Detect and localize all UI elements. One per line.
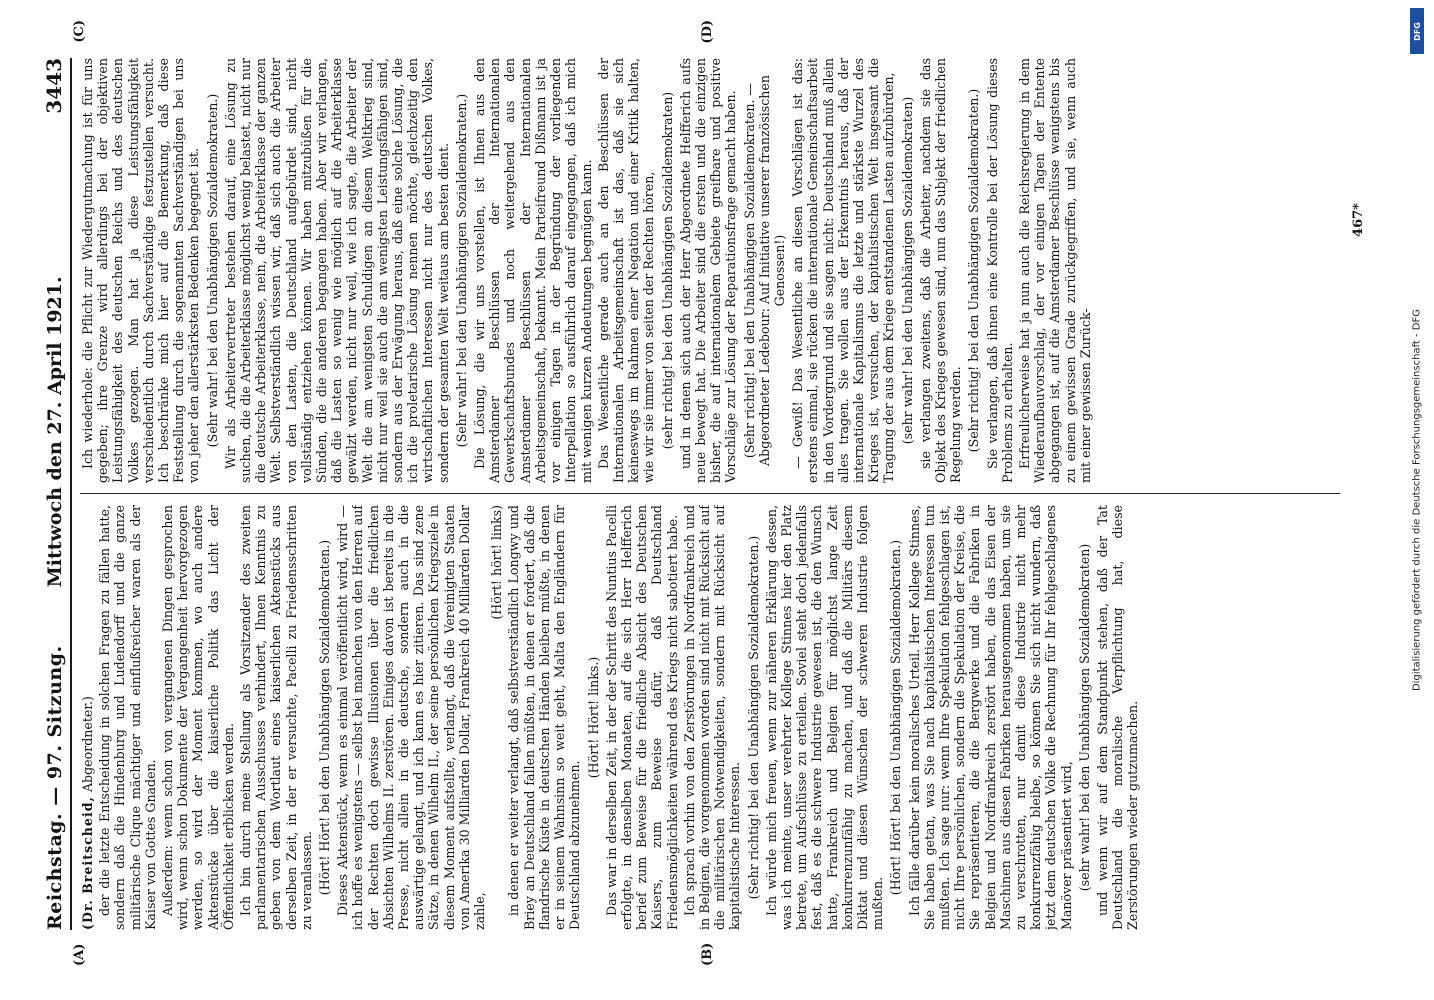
interjection: (Sehr richtig! bei den Unabhängigen Sozialdemokraten. — Abgeordneter Ledebour: Auf Initiative unserer französischen Genossen!)	[741, 75, 787, 466]
margin-marker-a: (A)	[72, 943, 87, 966]
header-session: Reichstag. — 97. Sitzung.	[44, 645, 66, 930]
paragraph: Ich wiederhole: die Pflicht zur Wiedergutmachung ist für uns gegeben; ihre Grenze wird allerdings bei der objektiven Leistungsfähigkeit des deutschen Reichs und des deutschen Volkes gezogen. Man hat ja diese Leistungsfähigkeit verschiedentlich durch Sachverständige festzustellen versucht. Ich beschränke mich hier auf die Bemerkung, daß diese Feststellung durch die sogenannten Sachverständigen bei uns von jeher den allerstärksten Bedenken begegnet ist.	[80, 58, 202, 483]
interjection: (Sehr wahr! bei den Unabhängigen Sozialdemokraten.)	[204, 93, 220, 448]
paragraph: Ich bin durch meine Stellung als Vorsitzender des zweiten parlamentarischen Ausschusses verhindert, Ihnen Kenntnis zu geben von dem Wortlaut eines kaiserlichen Aktenstücks aus derselben Zeit, in der er versuchte, Pacelli zu Friedensschritten zu veranlassen.	[238, 505, 314, 930]
paragraph: Erfreulicherweise hat ja nun auch die Reichsregierung in dem Wiederaufbauvorschlag, der vor einigen Tagen der Entente abgegangen ist, auf die Amsterdamer Beschlüsse wenigstens bis zu einem gewissen Grade zurückgegriffen, und sie, wenn auch mit einer gewissen Zurück-	[1016, 58, 1093, 483]
paragraph: Außerdem: wenn schon von vergangenen Dingen gesprochen wird, wenn schon Dokumente der Vergangenheit hervorgezogen werden, so wird der Moment kommen, wo auch andere Aktenstücke über die kaiserliche Politik das Licht der Öffentlichkeit erblicken werden.	[160, 505, 236, 930]
page-number: 3443	[42, 58, 66, 114]
paragraph: in denen er weiter verlangt, daß selbstverständlich Longwy und Briey an Deutschland fallen müßten, in denen er fordert, daß die flandrische Küste in deutschen Händen bleiben müßte, in denen er in seinem Wahnsinn so weit geht, Malta den Engländern für Deutschland abzunehmen.	[506, 505, 583, 930]
paragraph: der die letzte Entscheidung in solchen Fragen zu fällen hatte, sondern daß die Hindenburg und Ludendorff und die ganze militärische Clique mächtiger und einflußreicher waren als der Kaiser von Gottes Gnaden.	[97, 505, 158, 930]
interjection: (Hört! Hört! links.)	[585, 656, 601, 779]
paragraph: und in denen sich auch der Herr Abgeordnete Helfferich aufs neue bewegt hat. Die Arbeiter sind die ersten und die einzigen bisher, die auf internationalem Gebiete greifbare und positive Vorschläge zur Lösung der Reparationsfrage gemacht haben.	[677, 58, 739, 483]
page-footer-number: 467*	[1351, 203, 1366, 237]
margin-marker-b: (B)	[700, 942, 715, 966]
column-divider	[80, 493, 1340, 494]
paragraph: Das war in derselben Zeit, in der der Schritt des Nuntius Pacelli erfolgte, in denselben Monaten, auf die sich Herr Helfferich berief zum Beweise für die friedliche Absicht des Deutschen Kaisers, zum Beweise dafür, daß Deutschland Friedensmöglichkeiten während des Kriegs nicht sabotiert habe.	[603, 505, 680, 930]
interjection: (Sehr richtig! bei den Unabhängigen Sozialdemokraten.)	[966, 88, 982, 453]
interjection: (Sehr richtig! bei den Unabhängigen Sozialdemokraten.)	[745, 535, 761, 900]
paragraph: Sie verlangen, daß ihnen eine Kontrolle bei der Lösung dieses Problems zu erhalten.	[984, 58, 1015, 483]
credit-text: Digitalisierung gefördert durch die Deutsche Forschungsgemeinschaft - DFG	[1411, 309, 1423, 692]
interjection: (sehr wahr! bei den Unabhängigen Sozialdemokraten)	[899, 96, 915, 445]
right-column	[80, 58, 1340, 483]
speaker-intro	[80, 505, 95, 930]
interjection: (Sehr wahr! bei den Unabhängigen Sozialdemokraten.)	[453, 93, 469, 448]
page-header	[36, 58, 72, 930]
interjection: (sehr richtig! bei den Unabhängigen Sozialdemokraten)	[659, 91, 675, 450]
paragraph: Das Wesentliche gerade auch an den Beschlüssen der Internationalen Arbeitsgemeinschaft ist das, daß sie sich keineswegs im Rahmen einer Negation und einer Kritik halten, wie wir sie immer von seiten der Rechten hören,	[595, 58, 657, 483]
header-date: Mittwoch den 27. April 1921.	[44, 276, 66, 588]
digitization-credit	[1402, 0, 1432, 1000]
paragraph: Die Lösung, die wir uns vorstellen, ist Ihnen aus den Amsterdamer Beschlüssen der Internationalen Gewerkschaftsbundes und noch weitergehend aus den Amsterdamer Beschlüssen der Internationalen Arbeitsgemeinschaft, bekannt. Mein Parteifreund Dißmann ist ja vor einigen Tagen in der Begründung der vorliegenden Interpellation so ausführlich darauf eingegangen, daß ich mich mit wenigen kurzen Andeutungen begnügen kann.	[472, 58, 594, 483]
paragraph: Ich sprach vorhin von den Zerstörungen in Nordfrankreich und in Belgien, die vorgenommen worden sind nicht mit Rücksicht auf die militärischen Notwendigkeiten, sondern mit Rücksicht auf kapitalistische Interessen.	[681, 505, 743, 930]
paragraph: und wenn wir auf dem Standpunkt stehen, daß der Tat Deutschland die moralische Verpflichtung hat, diese Zerstörungen wieder gutzumachen.	[1095, 505, 1141, 930]
paragraph: — Gewiß! Das Wesentliche an diesen Vorschlägen ist das: erstens einmal, sie rücken die internationale Gemeinschaftsarbeit in den Vordergrund und sie sagen nicht: Deutschland muß allein alles tragen. Sie wollen aus der Erkenntnis heraus, daß der internationale Kapitalismus die letzte und stärkste Wurzel des Krieges ist, versuchen, der kapitalistischen Welt insgesamt die Tragung der aus dem Kriege entstandenen Lasten aufzubürden,	[790, 58, 897, 483]
text-columns	[80, 58, 1340, 930]
interjection: (Hört! Hört! bei den Unabhängigen Sozialdemokraten.)	[888, 539, 904, 896]
speaker-role: Abgeordneter.)	[80, 696, 95, 793]
margin-marker-c: (C)	[72, 20, 87, 43]
left-column	[80, 505, 1340, 930]
paragraph: Ich fälle darüber kein moralisches Urteil. Herr Kollege Stinnes, Sie haben getan, was Sie nach kapitalistischen Interessen tun mußten. Ich sage nur: wenn Ihre Spekulation fehlgeschlagen ist, nicht Ihre persönlichen, sondern die Spekulation der Kreise, die Sie repräsentieren, die die Bergwerke und die Fabriken in Belgien und Nordfrankreich zerstört haben, die das Eisen der Maschinen aus diesen Fabriken herausgenommen haben, um sie zu verschrotten, nur damit diese Industrie nicht mehr konkurrenzfähig bleibe, so können Sie sich nicht wundern, daß jetzt dem deutschen Volke die Rechnung für Ihr fehlgeschlagenes Manöver präsentiert wird,	[906, 505, 1074, 930]
speaker-name: (Dr. Breitscheid,	[80, 796, 95, 930]
dfg-logo-icon: DFG	[1410, 8, 1424, 54]
paragraph: sie verlangen zweitens, daß die Arbeiter, nachdem sie das Objekt des Krieges gewesen sind, nun das Subjekt der friedlichen Regelung werden.	[917, 58, 964, 483]
interjection: (Hört! hört! links)	[489, 505, 505, 620]
paragraph: Wir als Arbeitervertreter bestehen darauf, eine Lösung zu suchen, die die Arbeiterklasse möglichst wenig belastet, nicht nur die deutsche Arbeiterklasse, nein, die Arbeiterklasse der ganzen Welt. Selbstverständlich wissen wir, daß sich auch die Arbeiter von den Lasten, die Deutschland aufgebürdet sind, nicht vollständig entziehen können. Wir haben mitzubüßen für die Sünden, die die anderen begangen haben. Aber wir verlangen, daß die Lasten so wenig wie möglich auf die Arbeiterklasse gewälzt werden, nicht nur weil, wie ich sagte, die Arbeiter der Welt die am wenigsten Schuldigen an diesem Weltkrieg sind, nicht nur weil sie auch die am wenigsten Leistungsfähigen sind, sondern aus der Erwägung heraus, daß eine solche Lösung, die ich die proletarische Lösung nennen möchte, gleichzeitig den wirtschaftlichen Interessen nicht nur des deutschen Volkes, sondern der gesamten Welt weitaus am besten dient.	[222, 58, 451, 483]
interjection: (sehr wahr! bei den Unabhängigen Sozialdemokraten)	[1076, 543, 1092, 892]
paragraph: Dieses Aktenstück, wenn es einmal veröffentlicht wird, wird — ich hoffe es wenigstens — selbst bei manchen von den Herren auf der Rechten doch gewisse Illusionen über die friedlichen Absichten Wilhelms II. zerstören. Einiges davon ist bereits in die Presse, nicht allein in die deutsche, sondern auch in die auswärtige gelangt, und ich kann es hier zitieren. Das sind zene Sätze, in denen Wilhelm II., der seine persönlichen Kriegsziele in diesem Moment aufstellte, verlangt, daß die Vereinigten Staaten von Amerika 30 Milliarden Dollar, Frankreich 40 Milliarden Dollar zahle,	[335, 505, 488, 930]
paragraph: Ich würde mich freuen, wenn zur näheren Erklärung dessen, was ich meinte, unser verehrter Kollege Stinnes hier den Platz betrete, um Aufschlüsse zu erteilen. Soviel steht doch jedenfalls fest, daß es die schwere Industrie gewesen ist, die den Wunsch hatte, Frankreich und Belgien für möglichst lange Zeit konkurrenzunfähig zu machen, und daß die Militärs diesem Diktat und diesen Wünschen der schweren Industrie folgen mußten.	[763, 505, 886, 930]
margin-marker-d: (D)	[700, 20, 715, 44]
interjection: (Hört! Hört! bei den Unabhängigen Sozialdemokraten.)	[317, 539, 333, 896]
